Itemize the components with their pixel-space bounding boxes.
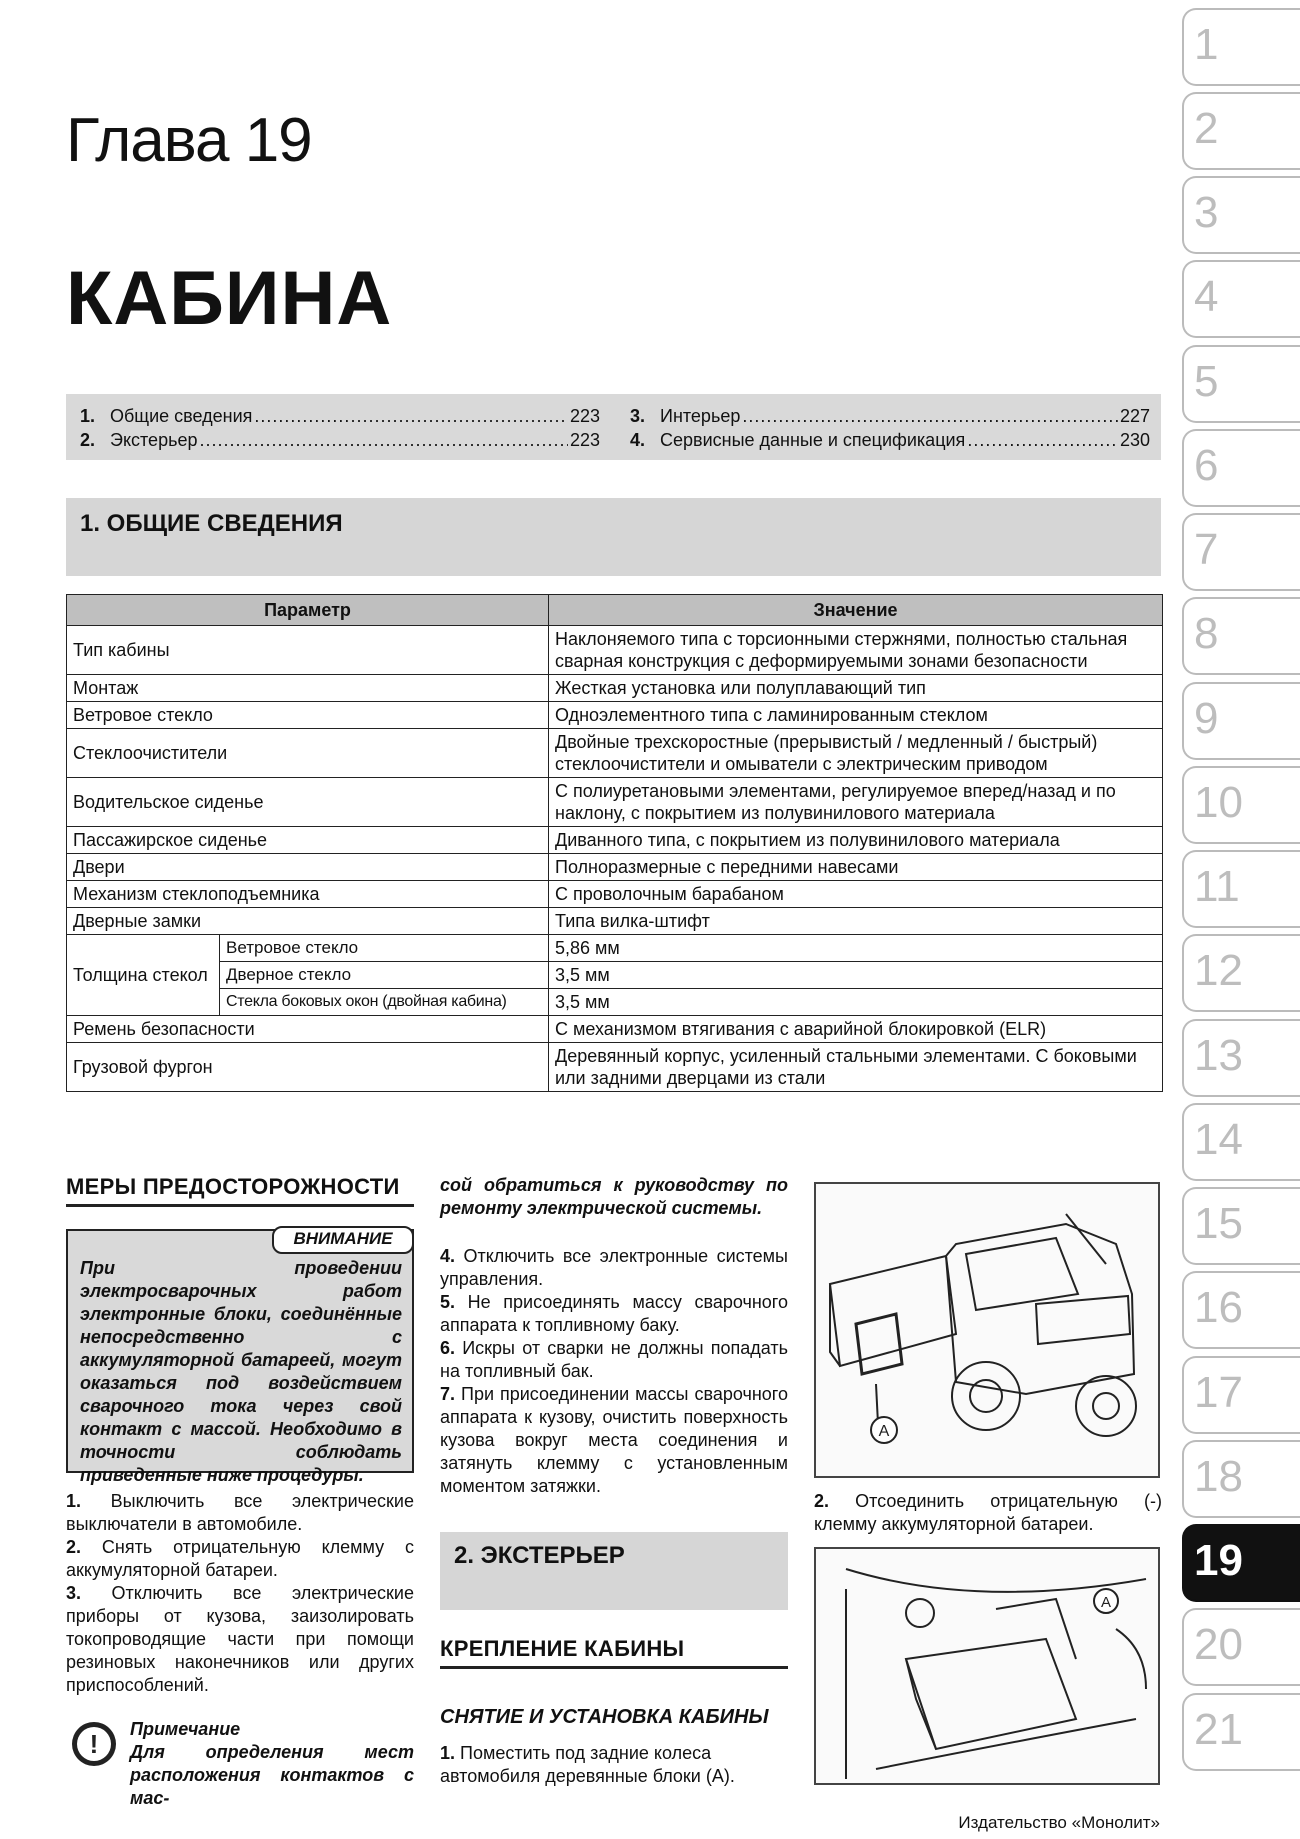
step-num: 4. [440,1246,456,1266]
step-num: 2. [66,1537,82,1557]
step-num: 3. [66,1583,82,1603]
toc-leader [967,430,1118,451]
param-cell: Ремень безопасности [67,1016,549,1043]
chapter-tab[interactable] [1182,92,1300,170]
chapter-tab[interactable] [1182,682,1300,760]
param-cell: Толщина стекол [67,935,220,1016]
chapter-tab[interactable] [1182,345,1300,423]
toc-num: 1. [80,406,96,426]
step-num: 1. [440,1743,456,1763]
table-row [67,702,1163,729]
spec-table [66,594,1163,1092]
chapter-tab[interactable] [1182,1356,1300,1434]
toc-num: 4. [630,430,646,450]
toc-leader [742,406,1118,427]
toc-leader [254,406,568,427]
toc-page: 230 [1119,430,1150,450]
section-title: 1. ОБЩИЕ СВЕДЕНИЯ [80,510,343,537]
table-row [67,675,1163,702]
toc-num: 2. [80,430,96,450]
table-row [67,908,1163,935]
step-text: Отключить все электронные системы управления. [440,1246,788,1289]
tab-number: 14 [1194,1115,1243,1164]
param-cell: Дверные замки [67,908,549,935]
note-text: Для определения мест расположения контактов с мас- [130,1742,414,1808]
step-num: 7. [440,1384,456,1404]
value-cell: Двойные трехскоростные (прерывистый / медленный / быстрый) стеклоочистители и омыватели с электрическим приводом [549,729,1163,778]
param-cell: Ветровое стекло [67,702,549,729]
value-cell: Типа вилка-штифт [549,908,1163,935]
chapter-tab[interactable] [1182,1608,1300,1686]
value-cell: 5,86 мм [549,935,1163,962]
chapter-tab[interactable] [1182,1187,1300,1265]
tab-number: 9 [1194,694,1219,743]
tab-number: 10 [1194,778,1243,827]
mount-heading: КРЕПЛЕНИЕ КАБИНЫ [440,1636,788,1669]
table-row [67,962,1163,989]
chapter-tab[interactable] [1182,1103,1300,1181]
chapter-tab[interactable] [1182,429,1300,507]
value-cell: С механизмом втягивания с аварийной блокировкой (ELR) [549,1016,1163,1043]
step-text: Выключить все электрические выключатели в автомобиле. [66,1491,414,1534]
toc-item[interactable] [630,406,1150,427]
param-cell: Тип кабины [67,626,549,675]
toc-item[interactable] [80,430,600,451]
value-cell: Полноразмерные с передними навесами [549,854,1163,881]
tab-number: 21 [1194,1705,1243,1754]
toc-label: Экстерьер [110,430,198,450]
list-item [440,1291,788,1337]
table-row [67,626,1163,675]
tab-number: 2 [1194,104,1219,153]
toc-num: 3. [630,406,646,426]
tab-number: 5 [1194,357,1219,406]
tab-number: 7 [1194,525,1219,574]
toc-item[interactable] [630,430,1150,451]
step-num: 1. [66,1491,82,1511]
param-cell: Грузовой фургон [67,1043,549,1092]
tab-number: 6 [1194,441,1219,490]
value-cell: Деревянный корпус, усиленный стальными элементами. С боковыми или задними дверцами из стали [549,1043,1163,1092]
toc-item[interactable] [80,406,600,427]
note-label: Примечание [130,1719,241,1739]
figure-label: A [878,1423,890,1440]
list-item [440,1245,788,1291]
chapter-tab-active[interactable] [1182,1524,1300,1602]
tab-number: 12 [1194,946,1243,995]
tab-number: 18 [1194,1452,1243,1501]
step-num: 5. [440,1292,456,1312]
note-icon [70,1720,118,1768]
value-cell: Наклоняемого типа с торсионными стержнями, полностью стальная сварная конструкция с деформируемыми зонами безопасности [549,626,1163,675]
toc-page: 227 [1119,406,1150,426]
tab-number: 15 [1194,1199,1243,1248]
figure-label: A [1100,1594,1112,1611]
chapter-tab[interactable] [1182,1440,1300,1518]
figure-caption [814,1490,1162,1536]
list-item [440,1742,788,1788]
table-of-contents [66,394,1161,460]
list-item [440,1337,788,1383]
tab-number: 3 [1194,188,1219,237]
value-cell: С полиуретановыми элементами, регулируемое вперед/назад и по наклону, с покрытием из полувинилового материала [549,778,1163,827]
step-text: Снять отрицательную клемму с аккумуляторной батареи. [66,1537,414,1580]
column-header: Значение [549,595,1163,626]
tab-number: 19 [1194,1536,1243,1585]
chapter-tab[interactable] [1182,1693,1300,1771]
list-item [66,1490,414,1536]
chapter-tab[interactable] [1182,850,1300,928]
param-cell: Механизм стеклоподъемника [67,881,549,908]
toc-label: Интерьер [660,406,741,426]
table-row [67,1016,1163,1043]
chapter-tab[interactable] [1182,1271,1300,1349]
toc-page: 223 [569,406,600,426]
step-text: Отсоединить отрицательную (-) клемму аккумуляторной батареи. [814,1491,1162,1534]
param-cell: Пассажирское сиденье [67,827,549,854]
param-cell: Стеклоочистители [67,729,549,778]
list-item [440,1383,788,1498]
svg-text:!: ! [89,1729,99,1759]
chapter-label: Глава 19 [66,106,312,175]
step-text: Поместить под задние колеса автомобиля деревянные блоки (А). [440,1743,735,1786]
table-row [67,854,1163,881]
page-title: КАБИНА [66,256,393,341]
toc-label: Общие сведения [110,406,253,426]
list-item [66,1536,414,1582]
section-header [440,1532,788,1610]
value-cell: С проволочным барабаном [549,881,1163,908]
warning-label: ВНИМАНИЕ [272,1226,414,1254]
value-cell: Жесткая установка или полуплавающий тип [549,675,1163,702]
param-cell: Водительское сиденье [67,778,549,827]
subparam-cell: Ветровое стекло [220,935,549,962]
table-row [67,778,1163,827]
list-item [66,1582,414,1697]
tab-number: 20 [1194,1620,1243,1669]
param-cell: Монтаж [67,675,549,702]
publisher-footer: Издательство «Монолит» [958,1813,1160,1832]
step-text: Отключить все электрические приборы от кузова, заизолировать токопроводящие части при помощи резиновых наконечников или других приспособлений. [66,1583,414,1695]
value-cell: 3,5 мм [549,989,1163,1016]
precautions-steps-2 [440,1245,788,1498]
chapter-tab[interactable] [1182,597,1300,675]
table-row [67,989,1163,1016]
warning-text: При проведении электросварочных работ электронные блоки, соединённые непосредственно с аккумуляторной батареей, могут оказаться под воздействием сварочного тока через свой контакт с массой. Необходимо в точности соблюдать приведенные ниже процедуры. [80,1258,402,1485]
truck-illustration [814,1182,1160,1478]
param-cell: Двери [67,854,549,881]
removal-heading: СНЯТИЕ И УСТАНОВКА КАБИНЫ [440,1706,769,1728]
battery-illustration [814,1547,1160,1785]
chapter-tab[interactable] [1182,766,1300,844]
subparam-cell: Стекла боковых окон (двойная кабина) [220,989,549,1016]
chapter-tab[interactable] [1182,934,1300,1012]
value-cell: Диванного типа, с покрытием из полувинилового материала [549,827,1163,854]
step-num: 2. [814,1491,830,1511]
toc-label: Сервисные данные и спецификация [660,430,966,450]
tab-number: 13 [1194,1031,1243,1080]
tab-number: 11 [1194,862,1240,911]
table-header-row [67,595,1163,626]
toc-leader [199,430,567,451]
column-header: Параметр [67,595,549,626]
table-row [67,729,1163,778]
chapter-tab[interactable] [1182,260,1300,338]
chapter-tab[interactable] [1182,176,1300,254]
step-text: При присоединении массы сварочного аппарата к кузову, очистить поверхность кузова вокруг места соединения и затянуть клемму с установленным моментом затяжки. [440,1384,788,1496]
tab-number: 17 [1194,1368,1243,1417]
precautions-heading: МЕРЫ ПРЕДОСТОРОЖНОСТИ [66,1174,414,1207]
chapter-tab[interactable] [1182,1019,1300,1097]
section-header [66,498,1161,576]
table-row [67,881,1163,908]
toc-page: 223 [569,430,600,450]
tab-number: 16 [1194,1283,1243,1332]
tab-number: 1 [1194,20,1219,69]
table-row [67,827,1163,854]
subparam-cell: Дверное стекло [220,962,549,989]
step-num: 6. [440,1338,456,1358]
step-text: Не присоединять массу сварочного аппарата к топливному баку. [440,1292,788,1335]
tab-number: 8 [1194,609,1219,658]
table-row [67,935,1163,962]
section-title: 2. ЭКСТЕРЬЕР [454,1542,625,1569]
note [130,1718,414,1810]
step-text: Искры от сварки не должны попадать на топливный бак. [440,1338,788,1381]
tab-number: 4 [1194,272,1219,321]
value-cell: 3,5 мм [549,962,1163,989]
value-cell: Одноэлементного типа с ламинированным стеклом [549,702,1163,729]
table-row [67,1043,1163,1092]
precautions-steps [66,1490,414,1697]
chapter-tab[interactable] [1182,8,1300,86]
note-continued: сой обратиться к руководству по ремонту электрической системы. [440,1175,788,1218]
chapter-tab[interactable] [1182,513,1300,591]
